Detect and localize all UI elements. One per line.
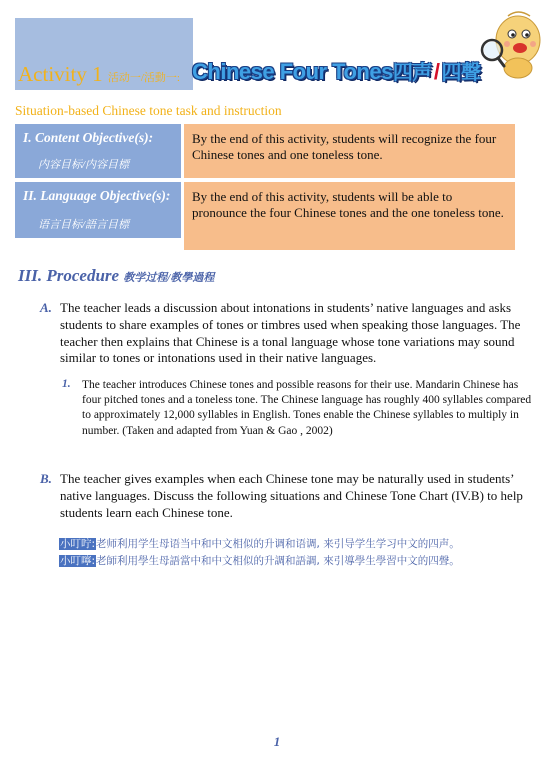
activity-subtitle: Situation-based Chinese tone task and instruction bbox=[15, 103, 282, 118]
title-cn-traditional: 四聲 bbox=[441, 62, 481, 84]
title-english: Chinese Four Tones bbox=[192, 59, 393, 84]
content-objective-row bbox=[15, 124, 515, 178]
page-title bbox=[192, 56, 480, 85]
procedure-heading-en: III. Procedure bbox=[18, 266, 120, 285]
tip-traditional-text: 老師利用學生母語當中和中文相似的升調和語調, 來引導學生學習中文的四聲。 bbox=[96, 555, 460, 567]
content-objective-label-cell bbox=[15, 124, 181, 178]
page-number: 1 bbox=[273, 734, 281, 749]
activity-label bbox=[18, 62, 180, 87]
activity-cn-label: 活动一/活動一: bbox=[107, 72, 180, 84]
language-objective-text: By the end of this activity, students will be able to pronounce the four Chinese tones and the one toneless tone. bbox=[192, 189, 504, 220]
item-b-text: The teacher gives examples when each Chinese tone may be naturally used in students’ native languages. Discuss the following situations and Chinese Tone Chart (IV.B) to help students learn each Chinese tone. bbox=[60, 471, 523, 520]
item-a-text: The teacher leads a discussion about intonations in students’ native languages and asks students to share examples of tones or timbres used when speaking those languages. The teacher then explains that Chinese is a tonal language whose tone variations may sound similar to tones or intonations used in their native languages. bbox=[60, 300, 521, 366]
tip-simplified-text: 老师利用学生母语当中和中文相似的升调和语调, 来引导学生学习中文的四声。 bbox=[96, 538, 460, 550]
procedure-heading bbox=[18, 266, 214, 286]
sub-item-1-text: The teacher introduces Chinese tones and possible reasons for their use. Mandarin Chinese has four pitched tones and a toneless tone. The Chinese language has roughly 400 syllables compared to approximately 12,000 syllables in English. Tones enable the Chinese syllables to multiply in number. (Taken and adapted from Yuan & Gao , 2002) bbox=[82, 379, 532, 437]
language-objective-row bbox=[15, 182, 515, 250]
title-separator: / bbox=[433, 59, 440, 84]
sub-item-1-marker: 1. bbox=[62, 378, 71, 390]
procedure-heading-cn: 教学过程/教學過程 bbox=[123, 272, 215, 284]
content-objective-text-cell bbox=[184, 124, 515, 178]
item-b-marker: B. bbox=[40, 471, 52, 486]
mascot-magnifier-icon bbox=[478, 6, 544, 80]
tip-simplified-label: 小叮咛: bbox=[60, 538, 96, 550]
content-objective-text: By the end of this activity, students will recognize the four Chinese tones and one toneless tone. bbox=[192, 131, 497, 162]
activity-number: Activity 1 bbox=[18, 62, 103, 86]
tip-simplified bbox=[59, 536, 460, 551]
language-objective-heading: II. Language Objective(s): bbox=[23, 188, 171, 203]
item-a-marker: A. bbox=[40, 300, 52, 315]
content-objective-heading-cn: 内容目标/内容目標 bbox=[38, 159, 130, 171]
tip-traditional bbox=[59, 553, 460, 568]
content-objective-heading: I. Content Objective(s): bbox=[23, 130, 154, 145]
tip-traditional-label: 小叮嚀: bbox=[60, 555, 96, 567]
language-objective-text-cell bbox=[184, 182, 515, 250]
language-objective-heading-cn: 语言目标/語言目標 bbox=[38, 219, 130, 231]
language-objective-label-cell bbox=[15, 182, 181, 238]
title-cn-simplified: 四声 bbox=[392, 62, 432, 84]
